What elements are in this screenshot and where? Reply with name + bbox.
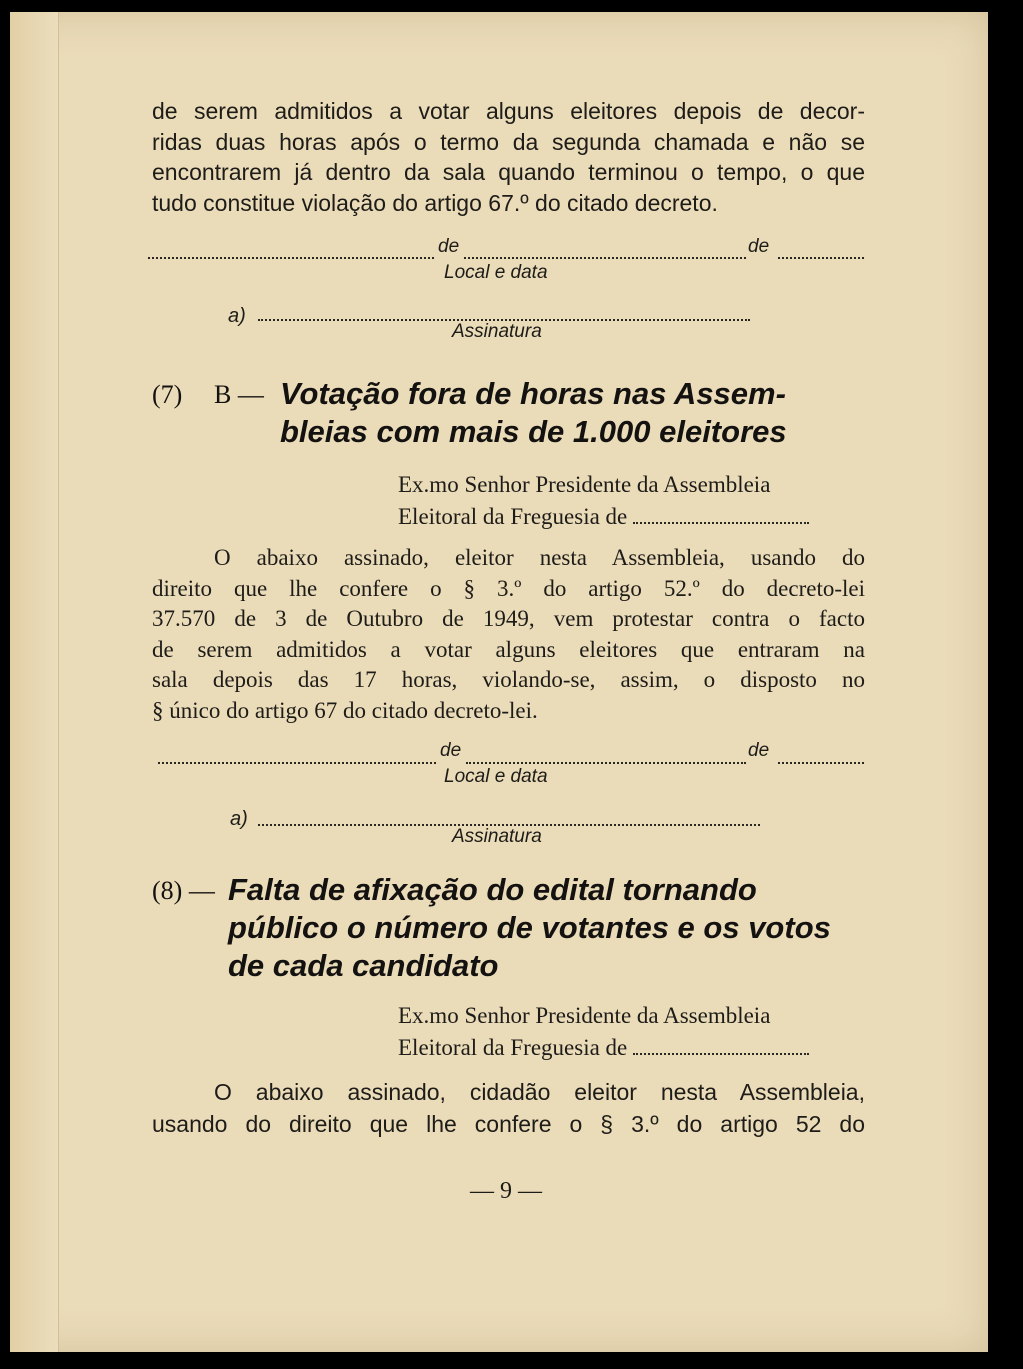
section-7-title-line-1: Votação fora de horas nas Assem-: [280, 376, 786, 411]
page-number: — 9 —: [470, 1178, 542, 1204]
section-7-number: (7): [152, 380, 183, 409]
section-8-number: (8) —: [152, 876, 215, 905]
section-7-paragraph: [152, 543, 865, 726]
a-label: a): [228, 305, 246, 327]
section-8-paragraph: [152, 1076, 865, 1140]
section-7-line: O abaixo assinado, eleitor nesta Assembleia, usando do: [214, 545, 865, 570]
assinatura-caption: Assinatura: [452, 321, 542, 342]
local-data-caption: Local e data: [444, 262, 548, 283]
section-8-title-line-1: Falta de afixação do edital tornando: [228, 872, 757, 907]
section-8-line: O abaixo assinado, cidadão eleitor nesta Assembleia,: [214, 1079, 865, 1105]
paragraph-1-line: de serem admitidos a votar alguns eleitores depois de decor-: [152, 98, 865, 124]
paragraph-1-line: encontrarem já dentro da sala quando terminou o tempo, o que: [152, 159, 865, 185]
day-month-blank[interactable]: [466, 748, 746, 764]
year-blank[interactable]: [778, 748, 864, 764]
a-label: a): [230, 808, 248, 830]
section-7-line: sala depois das 17 horas, violando-se, assim, o disposto no: [152, 667, 865, 692]
parish-line: [398, 501, 809, 533]
parish-blank[interactable]: [633, 1039, 809, 1055]
de-label: de: [440, 740, 462, 761]
section-7-line: de serem admitidos a votar alguns eleitores que entraram na: [152, 636, 865, 662]
section-8-title-line-3: de cada candidato: [228, 948, 499, 983]
section-7-address: [398, 469, 809, 533]
de-label: de: [748, 740, 770, 761]
paragraph-1-line: tudo constitue violação do artigo 67.º do citado decreto.: [152, 189, 718, 216]
paragraph-1-line: ridas duas horas após o termo da segunda chamada e não se: [152, 128, 865, 155]
day-month-blank[interactable]: [464, 243, 746, 259]
paragraph-1: [152, 96, 865, 218]
de-label: de: [748, 236, 770, 257]
page-binding: [10, 12, 59, 1352]
parish-text: Eleitoral da Freguesia de: [398, 1035, 628, 1060]
section-8-title-line-2: público o número de votantes e os votos: [228, 910, 831, 945]
de-label: de: [438, 236, 460, 257]
addressee-line: [398, 469, 809, 501]
year-blank[interactable]: [778, 243, 864, 259]
section-7-line: direito que lhe confere o § 3.º do artigo 52.º do decreto-lei: [152, 575, 865, 601]
section-7-line: § único do artigo 67 do citado decreto-lei.: [152, 697, 538, 723]
section-7-prefix: B —: [214, 380, 264, 409]
local-blank[interactable]: [148, 243, 434, 259]
signature-blank[interactable]: [258, 305, 750, 321]
local-blank[interactable]: [158, 748, 436, 764]
local-data-caption: Local e data: [444, 766, 548, 787]
parish-text: Eleitoral da Freguesia de: [398, 504, 628, 529]
addressee-line: [398, 1000, 809, 1032]
parish-line: [398, 1032, 809, 1064]
addressee-text: Ex.mo Senhor Presidente da Assembleia: [398, 472, 771, 497]
addressee-text: Ex.mo Senhor Presidente da Assembleia: [398, 1003, 771, 1028]
assinatura-caption: Assinatura: [452, 826, 542, 847]
signature-blank[interactable]: [258, 810, 760, 826]
section-7-title-line-2: bleias com mais de 1.000 eleitores: [280, 414, 787, 449]
parish-blank[interactable]: [633, 508, 809, 524]
section-8-line: usando do direito que lhe confere o § 3.º do artigo 52 do: [152, 1111, 865, 1137]
section-7-line: 37.570 de 3 de Outubro de 1949, vem protestar contra o facto: [152, 606, 865, 631]
section-8-address: [398, 1000, 809, 1064]
